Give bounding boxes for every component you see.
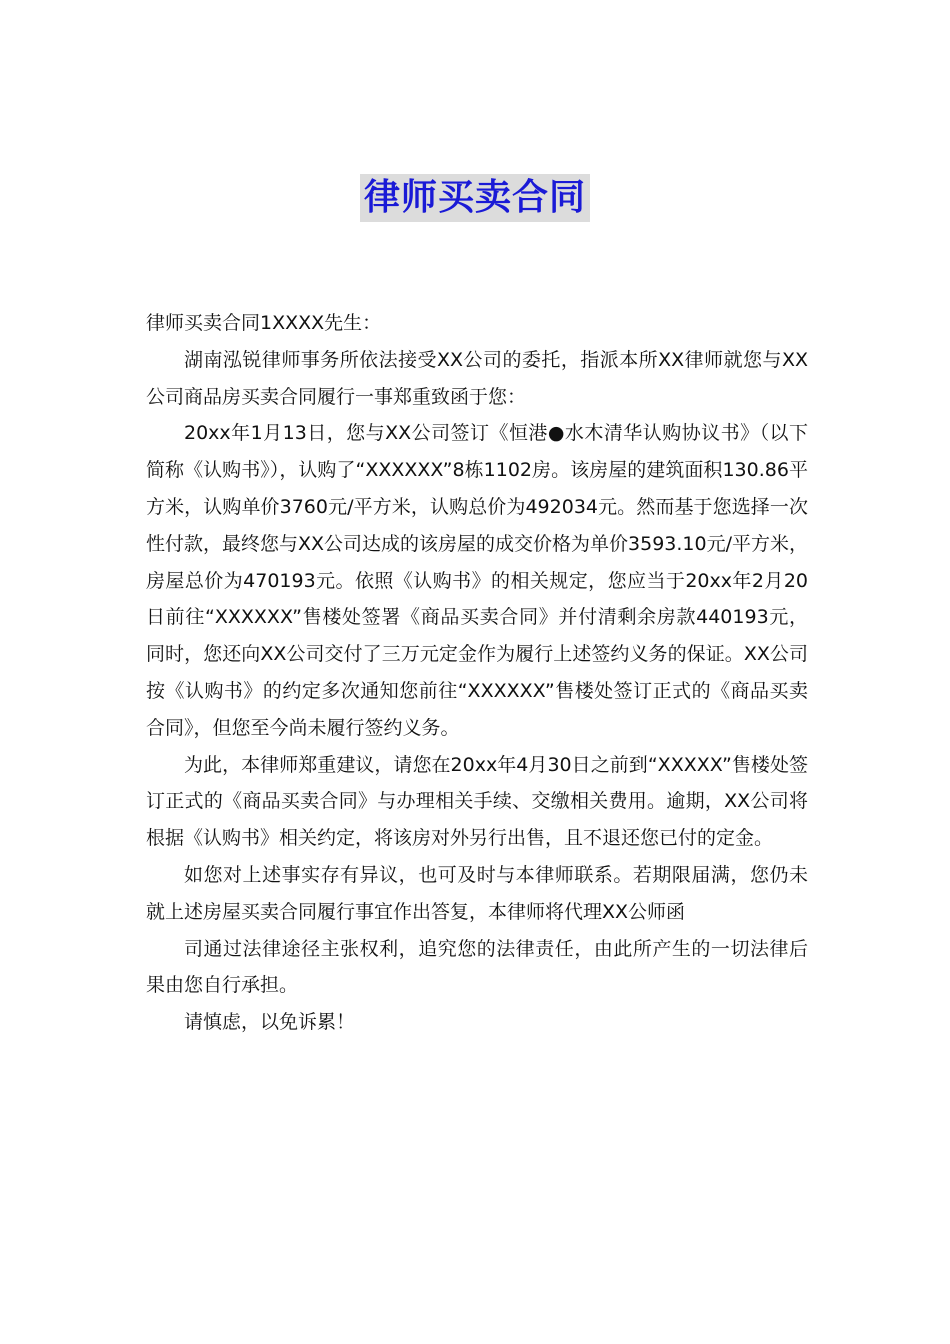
paragraph-6: 请慎虑，以免诉累！ bbox=[184, 1011, 356, 1034]
paragraph-1: 湖南泓锐律师事务所依法接受XX公司的委托，指派本所XX律师就您与XX公司商品房买卖合同履行一事郑重致函于您： bbox=[146, 348, 808, 408]
greeting-line: 律师买卖合同1XXXX先生： bbox=[146, 312, 382, 334]
document-title: 律师买卖合同 bbox=[360, 174, 590, 222]
paragraph-3: 为此，本律师郑重建议，请您在20xx年4月30日之前到“XXXXX”售楼处签订正式的《商品买卖合同》与办理相关手续、交缴相关费用。逾期，XX公司将根据《认购书》相关约定，将该房对外另行出售，且不退还您已付的定金。 bbox=[146, 753, 808, 850]
paragraph-4: 如您对上述事实存有异议，也可及时与本律师联系。若期限届满，您仍未就上述房屋买卖合同履行事宜作出答复，本律师将代理XX公师函 bbox=[146, 863, 808, 923]
paragraph-2: 20xx年1月13日，您与XX公司签订《恒港●水木清华认购协议书》（以下简称《认购书》），认购了“XXXXXX”8栋1102房。该房屋的建筑面积130.86平方米，认购单价3760元/平方米，认购总价为492034元。然而基于您选择一次性付款，最终您与XX公司达成的该房屋的成交价格为单价3593.10元/平方米，房屋总价为470193元。依照《认购书》的相关规定，您应当于20xx年2月20日前往“XXXXXX”售楼处签署《商品买卖合同》并付清剩余房款440193元，同时，您还向XX公司交付了三万元定金作为履行上述签约义务的保证。XX公司按《认购书》的约定多次通知您前往“XXXXXX”售楼处签订正式的《商品买卖合同》，但您至今尚未履行签约义务。 bbox=[146, 422, 809, 739]
paragraph-5: 司通过法律途径主张权利，追究您的法律责任，由此所产生的一切法律后果由您自行承担。 bbox=[146, 937, 808, 997]
title-container bbox=[0, 174, 950, 222]
document-body bbox=[146, 305, 808, 1041]
